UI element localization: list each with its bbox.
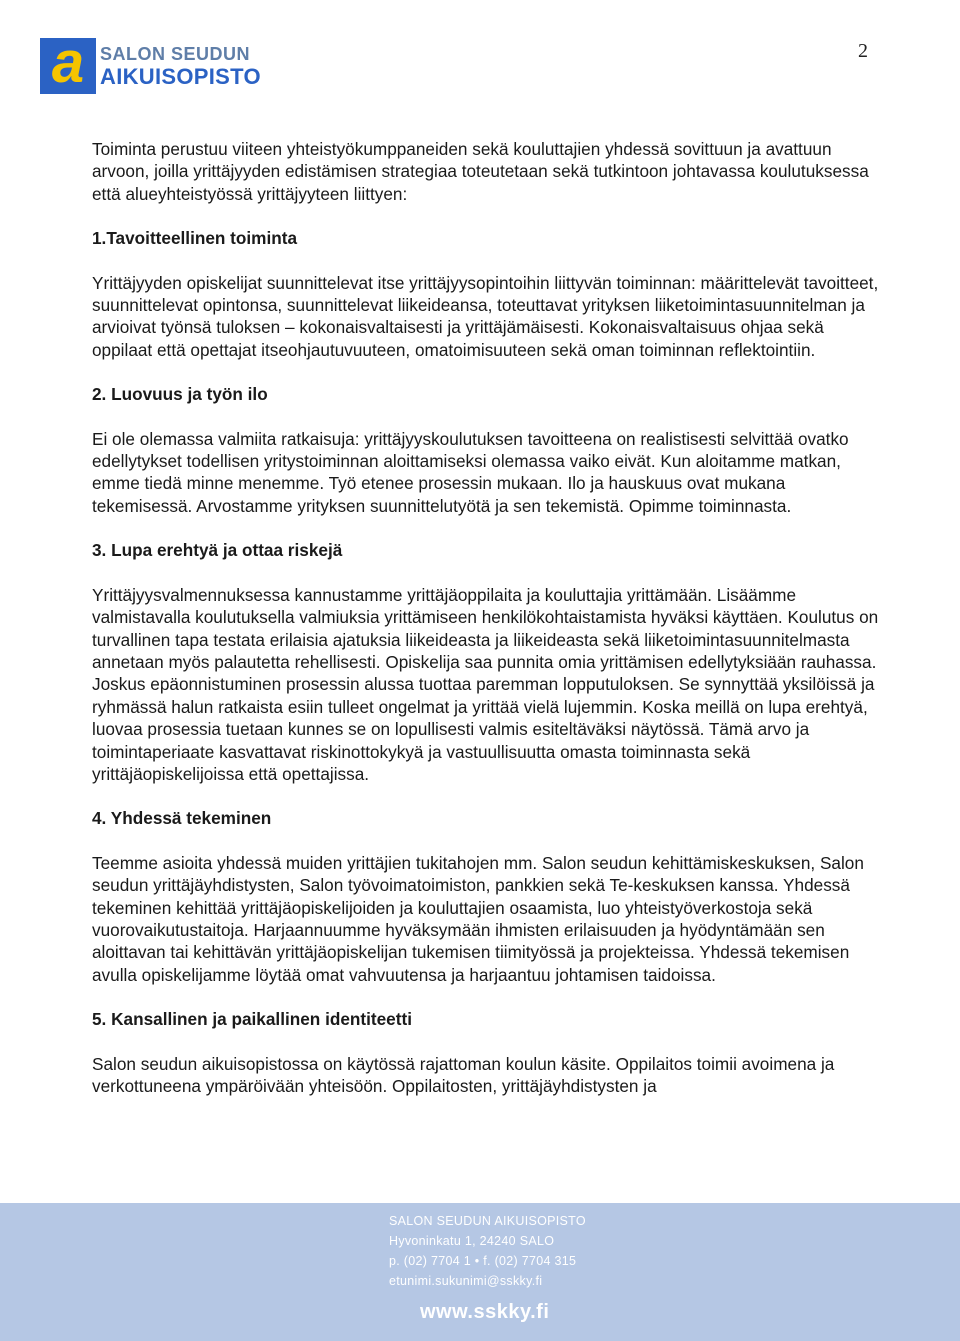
section-4-body: Teemme asioita yhdessä muiden yrittäjien tukitahojen mm. Salon seudun kehittämiskeskuksen, Salon seudun yrittäjäyhdistysten, Salon työvoimatoimiston, pankkien sekä Te-keskuksen kanssa. Yhdessä tekeminen kehittää yrittäjäopiskelijoiden ja kouluttajien osaamista, luo yhteistyöverkostoja sekä vuorovaikutustaitoja. Harjaannuumme hyväksymään ihmisten erilaisuuden ja hyödyntämään sen aloittavan tai kehittävän yrittäjäopiskelijan tukemisen tiimityössä ja projekteissa. Yhdessä tekemisen avulla opiskelijamme löytää omat vahvuutensa ja harjaantuu johtamisen taidoissa. [92,852,864,985]
footer-email: etunimi.sukunimi@sskky.fi [389,1274,543,1288]
logo-mark [40,30,96,95]
footer-website-link[interactable]: www.sskky.fi [420,1301,550,1323]
logo-line2: AIKUISOPISTO [100,64,261,89]
section-3-heading: 3. Lupa erehtyä ja ottaa riskejä [92,540,343,561]
footer-contact [389,1211,586,1291]
logo-line1: SALON SEUDUN [100,44,251,64]
section-3-body: Yrittäjyysvalmennuksessa kannustamme yrittäjäoppilaita ja kouluttajia yrittämään. Lisäämme valmistavalla koulutuksella valmiuksia yrittämiseen henkilökohtaistamista hyväksi käyttäen. Koulutus on turvallinen tapa testata erilaisia ajatuksia liikeideasta ja liikeideasta sekä liiketoimintasuunnitelmasta annetaan myös palautetta rehellisesti. Opiskelija saa punnita omia yrittämisen edellytyksiään rauhassa. Joskus epäonnistuminen prosessin alussa tuottaa paremman lopputuloksen. Se synnyttää yksilöissä ja ryhmässä halun ratkaista esiin tulleet ongelmat ja yrittää vielä lujemmin. Koska meillä on lupa erehtyä, luovaa prosessia tuetaan kunnes se on lopullisesti valmis esiteltäväksi näytössä. Tämä arvo ja toimintaperiaate kasvattavat riskinottokykyä ja vastuullisuutta omasta toiminnasta sekä yrittäjäopiskelijoissa että opettajissa. [92,584,879,784]
section-1-heading: 1.Tavoitteellinen toiminta [92,228,298,249]
footer-org: SALON SEUDUN AIKUISOPISTO [389,1214,586,1228]
footer-address: Hyvoninkatu 1, 24240 SALO [389,1234,555,1248]
section-5-body: Salon seudun aikuisopistossa on käytössä rajattoman koulun käsite. Oppilaitos toimii avoimena ja verkottuneena ympäröivään yhteisöön. Oppilaitosten, yrittäjäyhdistysten ja [92,1053,835,1096]
section-1-body: Yrittäjyyden opiskelijat suunnittelevat itse yrittäjyysopintoihin liittyvän toiminnan: määrittelevät tavoitteet, suunnittelevat opintonsa, suunnittelevat liikeideansa, toteuttavat yrityksen liiketoimintasuunnitelman ja arvioivat työnsä tuloksen – kokonaisvaltaisesti ja yrittäjämäisesti. Kokonaisvaltaisuus ohjaa sekä oppilaat että opettajat itseohjautuvuuteen, omatoimisuuteen sekä oman toiminnan reflektointiin. [92,272,879,360]
section-5-heading: 5. Kansallinen ja paikallinen identiteetti [92,1009,412,1030]
intro-paragraph: Toiminta perustuu viiteen yhteistyökumppaneiden sekä kouluttajien yhdessä sovittuun ja avattuun arvoon, joilla yrittäjyyden edistämisen strategiaa toteutetaan sekä tutkintoon johtavassa koulutuksessa että alueyhteistyössä yrittäjyyteen liittyen: [92,139,869,204]
page-number: 2 [858,40,868,62]
logo [40,30,261,95]
document-body [92,138,882,1097]
logo-text [96,38,261,94]
section-2-heading: 2. Luovuus ja työn ilo [92,384,268,405]
section-2-body: Ei ole olemassa valmiita ratkaisuja: yrittäjyyskoulutuksen tavoitteena on realistisesti selvittää ovatko edellytykset todellisen yritystoiminnan aloittamiseksi olemassa vaiko eivät. Kun aloitamme matkan, emme tiedä minne menemme. Työ etenee prosessin mukaan. Ilo ja hauskuus ovat mukana tekemisessä. Arvostamme yrityksen suunnittelutyötä ja sen tekemistä. Opimme toiminnasta. [92,428,849,516]
footer-phone: p. (02) 7704 1 • f. (02) 7704 315 [389,1254,577,1268]
footer [0,1203,960,1341]
logo-letter: a [51,30,85,95]
section-4-heading: 4. Yhdessä tekeminen [92,808,272,829]
